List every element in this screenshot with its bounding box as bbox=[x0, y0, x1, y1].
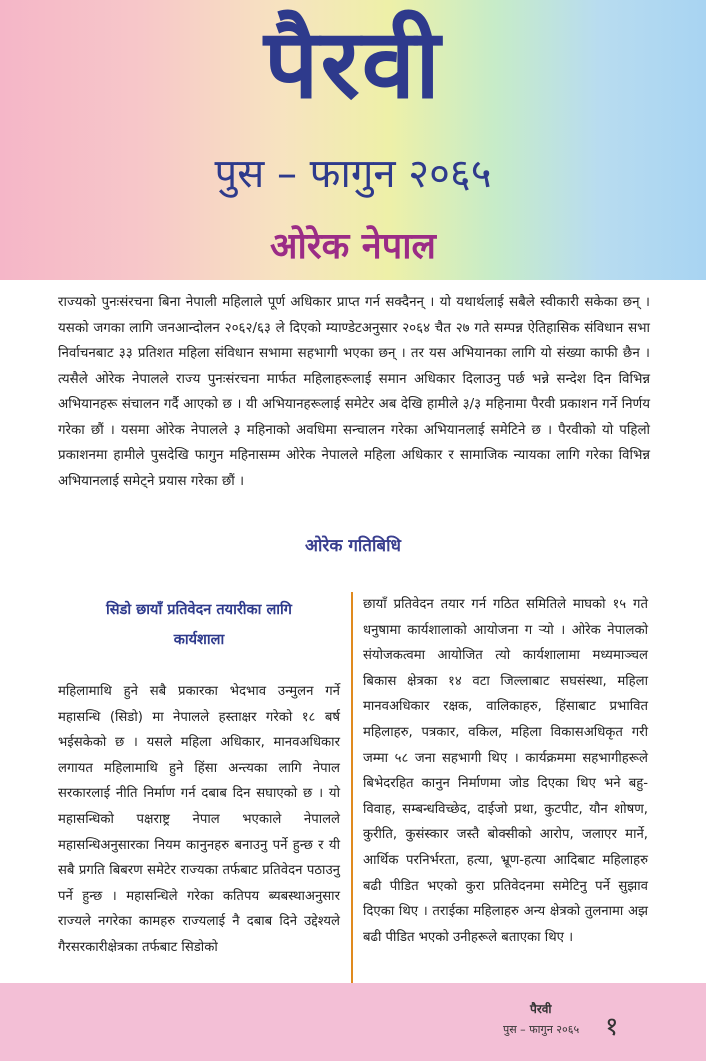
column-divider bbox=[351, 592, 353, 987]
issue-date: पुस – फागुन २०६५ bbox=[214, 151, 492, 197]
section-heading: ओरेक गतिबिधि bbox=[305, 536, 401, 556]
article-body-right: छायाँ प्रतिवेदन तयार गर्न गठित समितिले माघको १५ गते धनुषामा कार्यशालाको आयोजना ग र्‍यो । ओरेक नेपालको संयोजकत्वमा आयोजित त्यो कार्यशालामा मध्यमाञ्चल बिकास क्षेत्रका १४ वटा जिल्लाबाट सघसंस्था, महिला मानवअधिकार रक्षक, वालिकाहरु, हिंसाबाट प्रभावित महिलाहरु, पत्रकार, वकिल, महिला विकासअधिकृत गरी जम्मा ५८ जना सहभागी थिए । कार्यक्रममा सहभागीहरूले बिभेदरहित कानुन निर्माणमा जोड दिएका थिए भने बहु-विवाह, सम्बन्धविच्छेद, दाईजो प्रथा, कुटपीट, यौन शोषण, कुरीति, कुसंस्कार जस्तै बोक्सीको आरोप, जलाएर मार्ने, आर्थिक परनिर्भरता, हत्या, भ्रूण-हत्या आदिबाट महिलाहरु बढी पीडित भएको कुरा प्रतिवेदनमा समेटिनु पर्ने सुझाव दिएका थिए । तराईका महिलाहरु अन्य क्षेत्रको तुलनामा अझ बढी पीडित भएको उनीहरूले बताएका थिए । bbox=[363, 597, 648, 945]
page-number: १ bbox=[605, 1012, 619, 1042]
right-column bbox=[363, 592, 648, 950]
footer-magazine-name: पैरवी bbox=[530, 1002, 552, 1016]
organization-name: ओरेक नेपाल bbox=[270, 226, 436, 267]
left-column bbox=[58, 595, 340, 961]
intro-paragraph: राज्यको पुनःसंरचना बिना नेपाली महिलाले पूर्ण अधिकार प्राप्त गर्न सक्दैनन् । यो यथार्थलाई सबैले स्वीकारी सकेका छन् । यसको जगका लागि जनआन्दोलन २०६२/६३ ले दिएको म्याण्डेटअनुसार २०६४ चैत २७ गते सम्पन्न ऐतिहासिक संविधान सभा निर्वाचनबाट ३३ प्रतिशत महिला संविधान सभामा सहभागी भएका छन् । तर यस अभियानका लागि यो संख्या काफी छैन । त्यसैले ओरेक नेपालले राज्य पुनःसंरचना मार्फत महिलाहरूलाई समान अधिकार दिलाउनु पर्छ भन्ने सन्देश दिन विभिन्न अभियानहरू संचालन गर्दै आएको छ । यी अभियानहरूलाई समेटेर अब देखि हामीले ३/३ महिनामा पैरवी प्रकाशन गर्ने निर्णय गरेका छौं । यसमा ओरेक नेपालले ३ महिनाको अवधिमा सन्चालन गरेका अभियानलाई समेटिने छ । पैरवीको यो पहिलो प्रकाशनमा हामीले पुसदेखि फागुन महिनासम्म ओरेक नेपालले महिला अधिकार र सामाजिक न्यायका लागि गरेका विभिन्न अभियानलाई समेट्ने प्रयास गरेका छौं । bbox=[58, 295, 650, 489]
article-title-line1: सिडो छायाँ प्रतिवेदन तयारीका लागि bbox=[106, 602, 292, 618]
page-footer bbox=[0, 983, 706, 1061]
article-title-line2: कार्यशाला bbox=[173, 632, 225, 648]
masthead-title: पैरवी bbox=[263, 8, 443, 120]
cover-header bbox=[0, 0, 706, 280]
footer-issue-date: पुस – फागुन २०६५ bbox=[503, 1023, 580, 1036]
article-body-left: महिलामाथि हुने सबै प्रकारका भेदभाव उन्मुलन गर्ने महासन्धि (सिडो) मा नेपालले हस्ताक्षर गरेको १८ बर्ष भईसकेको छ । यसले महिला अधिकार, मानवअधिकार लगायत महिलामाथि हुने हिंसा अन्त्यका लागि नेपाल सरकारलाई नीति निर्माण गर्न दबाब दिन सघाएको छ । यो महासन्धिको पक्षराष्ट्र नेपाल भएकाले नेपालले महासन्धिअनुसारका नियम कानुनहरु बनाउनु पर्ने हुन्छ र यी सबै प्रगति बिबरण समेटेर राज्यका तर्फबाट प्रतिवेदन पठाउनु पर्ने हुन्छ । महासन्धिले गरेका कतिपय ब्यबस्थाअनुसार राज्यले नगरेका कामहरु राज्यलाई नै दबाब दिने उद्देश्यले गैरसरकारीक्षेत्रका तर्फबाट सिडोको bbox=[58, 684, 340, 955]
article-title bbox=[58, 595, 340, 655]
